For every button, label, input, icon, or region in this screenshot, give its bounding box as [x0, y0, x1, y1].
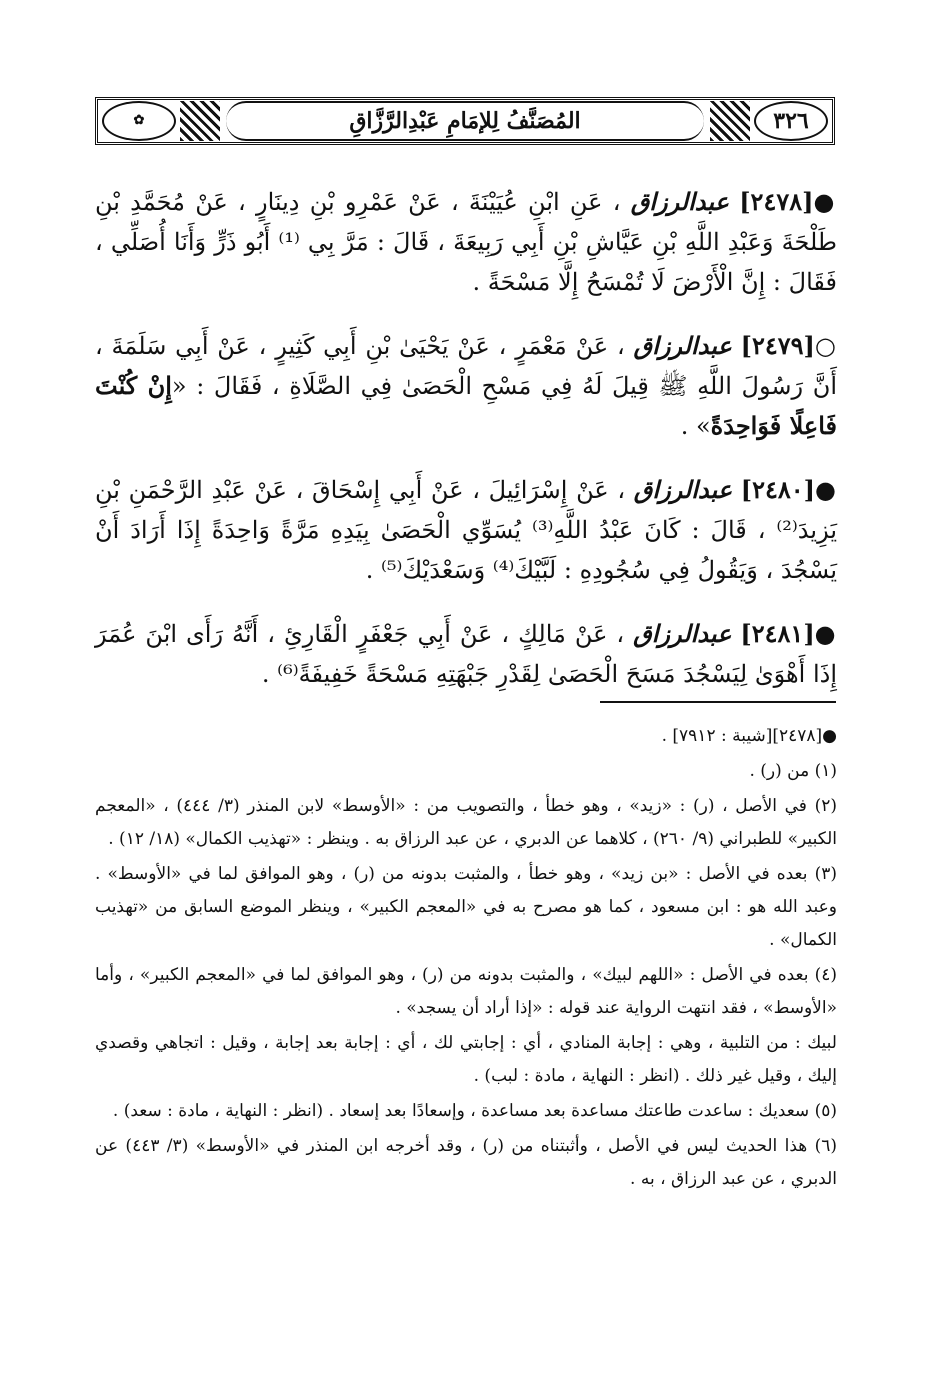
hadith-marker: ○ — [814, 332, 838, 360]
hadith-source: عبدالرزاق — [633, 475, 733, 504]
hadith-text-end: » . — [680, 412, 711, 440]
hadith-source: عبدالرزاق — [630, 187, 729, 216]
ornament — [710, 101, 750, 141]
footnote: ●[٢٤٧٨][شيبة : ٧٩١٢] . — [661, 726, 837, 746]
hadith-marker: ● — [814, 620, 837, 648]
footnotes — [95, 720, 837, 1198]
book-logo: ✿ — [102, 101, 176, 141]
book-title: المُصَنَّفُ لِلإمَامِ عَبْدِالرَّزَّاقِ — [226, 101, 704, 141]
page-header — [95, 97, 835, 145]
hadith-number: [٢٤٧٨] — [739, 187, 814, 216]
hadith-source: عبدالرزاق — [633, 619, 732, 648]
footnote: (٤) بعده في الأصل : «اللهم لبيك» ، والمثبت بدونه من (ر) ، وهو الموافق لما في «المعجم الكبير» ، وأما «الأوسط» ، فقد انتهت الرواية عند قوله : «إذا أراد أن يسجد» . — [95, 965, 837, 1018]
hadith-text: ، عَنِ ابْنِ عُيَيْنَةَ ، عَنْ عَمْرِو بْنِ دِينَارٍ ، عَنْ مُحَمَّدِ بْنِ طَلْحَةَ وَعَبْدِ اللَّهِ بْنِ عَيَّاشِ بْنِ أَبِي رَبِيعَةَ ، قَالَ : مَرَّ بِي ⁽¹⁾ أَبُو ذَرٍّ وَأَنَا أُصَلِّي ، فَقَالَ : إِنَّ الْأَرْضَ لَا تُمْسَحُ إِلَّا مَسْحَةً . — [95, 188, 838, 296]
hadith — [95, 470, 837, 590]
hadith-source: عبدالرزاق — [633, 331, 732, 360]
footnote: (١) من (ر) . — [749, 761, 837, 781]
prophetic-saying: إِنْ كُنْتَ فَاعِلًا فَوَاحِدَةً — [95, 371, 837, 440]
hadith-number: [٢٤٨٠] — [740, 475, 816, 504]
hadith-marker: ● — [815, 476, 838, 504]
footnote: لبيك : من التلبية ، وهي : إجابة المنادي ، أي : إجابتي لك ، أي : إجابة بعد إجابة ، وقيل : اتجاهي وقصدي إليك ، وقيل غير ذلك . (انظر : النهاية ، مادة : لبب) . — [95, 1033, 837, 1086]
hadith-number: [٢٤٨١] — [740, 619, 815, 648]
page-number-medallion — [754, 101, 828, 141]
ornament — [180, 101, 220, 141]
footnote-separator — [600, 701, 836, 703]
page-number: ٣٢٦ — [773, 108, 809, 134]
footnote: (٥) سعديك : ساعدت طاعتك مساعدة بعد مساعدة ، وإسعادًا بعد إسعاد . (انظر : النهاية ، مادة : سعد) . — [112, 1101, 837, 1121]
footnote: (٦) هذا الحديث ليس في الأصل ، وأثبتناه من (ر) ، وقد أخرجه ابن المنذر في «الأوسط» (٣/ ٤٤٣) عن الدبري ، عن عبد الرزاق ، به . — [95, 1136, 837, 1189]
hadith-number: [٢٤٧٩] — [740, 331, 815, 360]
hadith-text: ، عَنْ إِسْرَائِيلَ ، عَنْ أَبِي إِسْحَاقَ ، عَنْ عَبْدِ الرَّحْمَنِ بْنِ يَزِيدَ⁽²⁾ ، قَالَ : كَانَ عَبْدُ اللَّهِ⁽³⁾ يُسَوِّي الْحَصَىٰ بِيَدِهِ مَرَّةً وَاحِدَةً إِذَا أَرَادَ أَنْ يَسْجُدَ ، وَيَقُولُ فِي سُجُودِهِ : لَبَّيْكَ⁽⁴⁾ وَسَعْدَيْكَ⁽⁵⁾ . — [95, 476, 837, 584]
hadith-text: ، عَنْ مَالِكٍ ، عَنْ أَبِي جَعْفَرٍ الْقَارِئِ ، أَنَّهُ رَأَى ابْنَ عُمَرَ إِذَا أَهْوَىٰ لِيَسْجُدَ مَسَحَ الْحَصَىٰ لِقَدْرِ جَبْهَتِهِ مَسْحَةً خَفِيفَةً⁽⁶⁾ . — [95, 620, 837, 688]
hadith-marker: ● — [813, 188, 838, 216]
hadith — [95, 614, 837, 694]
main-text — [95, 158, 837, 704]
hadith — [95, 182, 837, 302]
hadith-text: ، عَنْ مَعْمَرٍ ، عَنْ يَحْيَىٰ بْنِ أَبِي كَثِيرٍ ، عَنْ أَبِي سَلَمَةَ ، أَنَّ رَسُولَ اللَّهِ ﷺ قِيلَ لَهُ فِي مَسْحِ الْحَصَىٰ فِي الصَّلَاةِ ، فَقَالَ : « — [95, 332, 837, 400]
hadith — [95, 326, 837, 446]
footnote: (٢) في الأصل ، (ر) : «زيد» ، وهو خطأ ، والتصويب من : «الأوسط» لابن المنذر (٣/ ٤٤٤) ، «المعجم الكبير» للطبراني (٩/ ٢٦٠) ، كلاهما عن الدبري ، عن عبد الرزاق به . وينظر : «تهذيب الكمال» (١٨/ ١٢) . — [95, 796, 837, 849]
footnote: (٣) بعده في الأصل : «بن زيد» ، وهو خطأ ، والمثبت بدونه من (ر) ، وهو الموافق لما في «الأوسط» . وعبد الله هو : ابن مسعود ، كما هو مصرح به في «المعجم الكبير» ، وينظر الموضع السابق من «تهذيب الكمال» . — [95, 864, 837, 950]
